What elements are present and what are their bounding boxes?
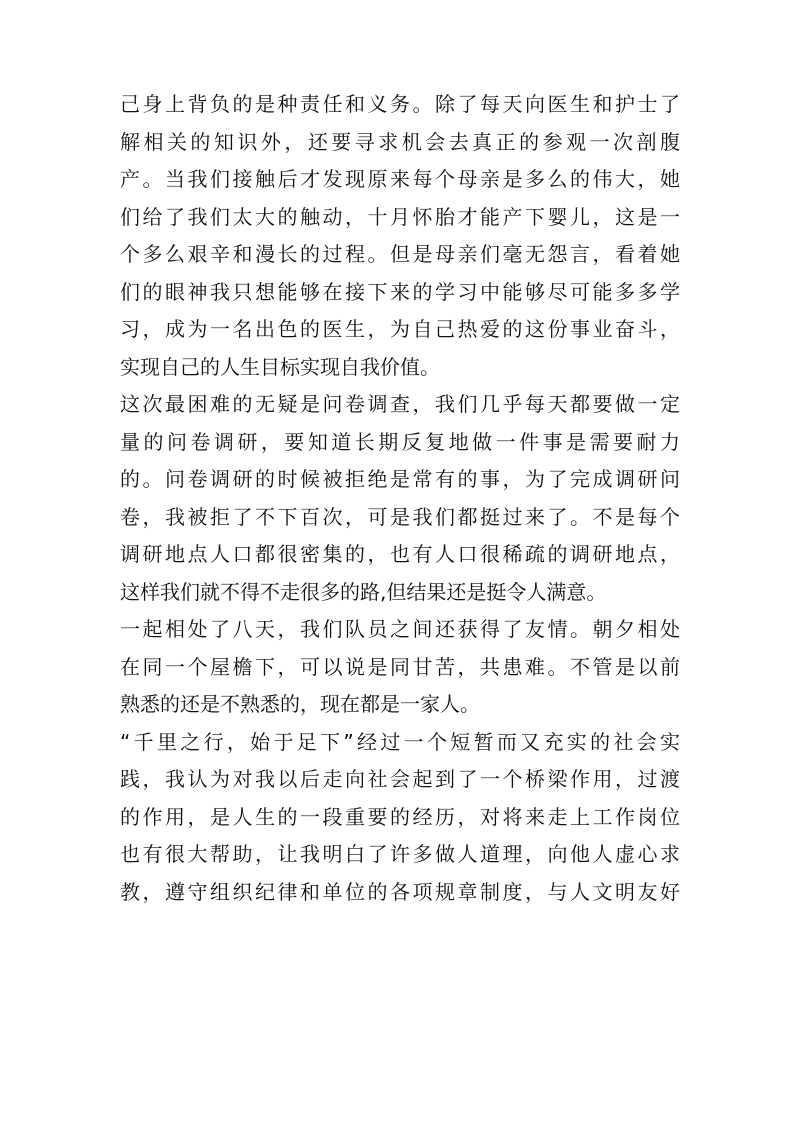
paragraph-1-line-6: 们的眼神我只想能够在接下来的学习中能够尽可能多多学 [120, 279, 680, 304]
paragraph-1-line-2: 解相关的知识外，还要寻求机会去真正的参观一次剖腹 [120, 129, 680, 154]
paragraph-1-line-3: 产。当我们接触后才发现原来每个母亲是多么的伟大，她 [120, 167, 680, 191]
paragraph-1-line-1: 己身上背负的是种责任和义务。除了每天向医生和护士了 [120, 92, 680, 116]
paragraph-4-line-4: 也有很大帮助，让我明白了许多做人道理，向他人虚心求 [120, 842, 680, 866]
paragraph-1-line-7: 习，成为一名出色的医生，为自己热爱的这份事业奋斗， [120, 317, 680, 341]
paragraph-4-line-3: 的作用，是人生的一段重要的经历，对将来走上工作岗位 [120, 804, 680, 829]
paragraph-2-line-2: 量的问卷调研，要知道长期反复地做一件事是需要耐力 [120, 429, 680, 454]
paragraph-2-line-5: 调研地点人口都很密集的，也有人口很稀疏的调研地点， [120, 542, 680, 566]
paragraph-4-line-2: 践，我认为对我以后走向社会起到了一个桥梁作用，过渡 [120, 767, 680, 791]
paragraph-1-line-8: 实现自己的人生目标实现自我价值。 [120, 354, 440, 379]
paragraph-2-line-6: 这样我们就不得不走很多的路,但结果还是挺令人满意。 [120, 579, 607, 604]
paragraph-3-line-2: 在同一个屋檐下，可以说是同甘苦，共患难。不管是以前 [120, 654, 680, 679]
paragraph-4-line-1: “千里之行，始于足下”经过一个短暂而又充实的社会实 [120, 729, 680, 754]
document-body [120, 86, 680, 911]
paragraph-1-line-5: 个多么艰辛和漫长的过程。但是母亲们毫无怨言，看着她 [120, 242, 680, 266]
paragraph-3-line-1: 一起相处了八天，我们队员之间还获得了友情。朝夕相处 [120, 617, 680, 641]
paragraph-1-line-4: 们给了我们太大的触动，十月怀胎才能产下婴儿，这是一 [120, 204, 680, 229]
paragraph-4-line-5: 教，遵守组织纪律和单位的各项规章制度，与人文明友好 [120, 879, 680, 904]
paragraph-3-line-3: 熟悉的还是不熟悉的，现在都是一家人。 [120, 692, 480, 716]
paragraph-2-line-4: 卷，我被拒了不下百次，可是我们都挺过来了。不是每个 [120, 504, 680, 529]
paragraph-2-line-1: 这次最困难的无疑是问卷调查，我们几乎每天都要做一定 [120, 392, 680, 416]
paragraph-2-line-3: 的。问卷调研的时候被拒绝是常有的事，为了完成调研问 [120, 467, 680, 491]
